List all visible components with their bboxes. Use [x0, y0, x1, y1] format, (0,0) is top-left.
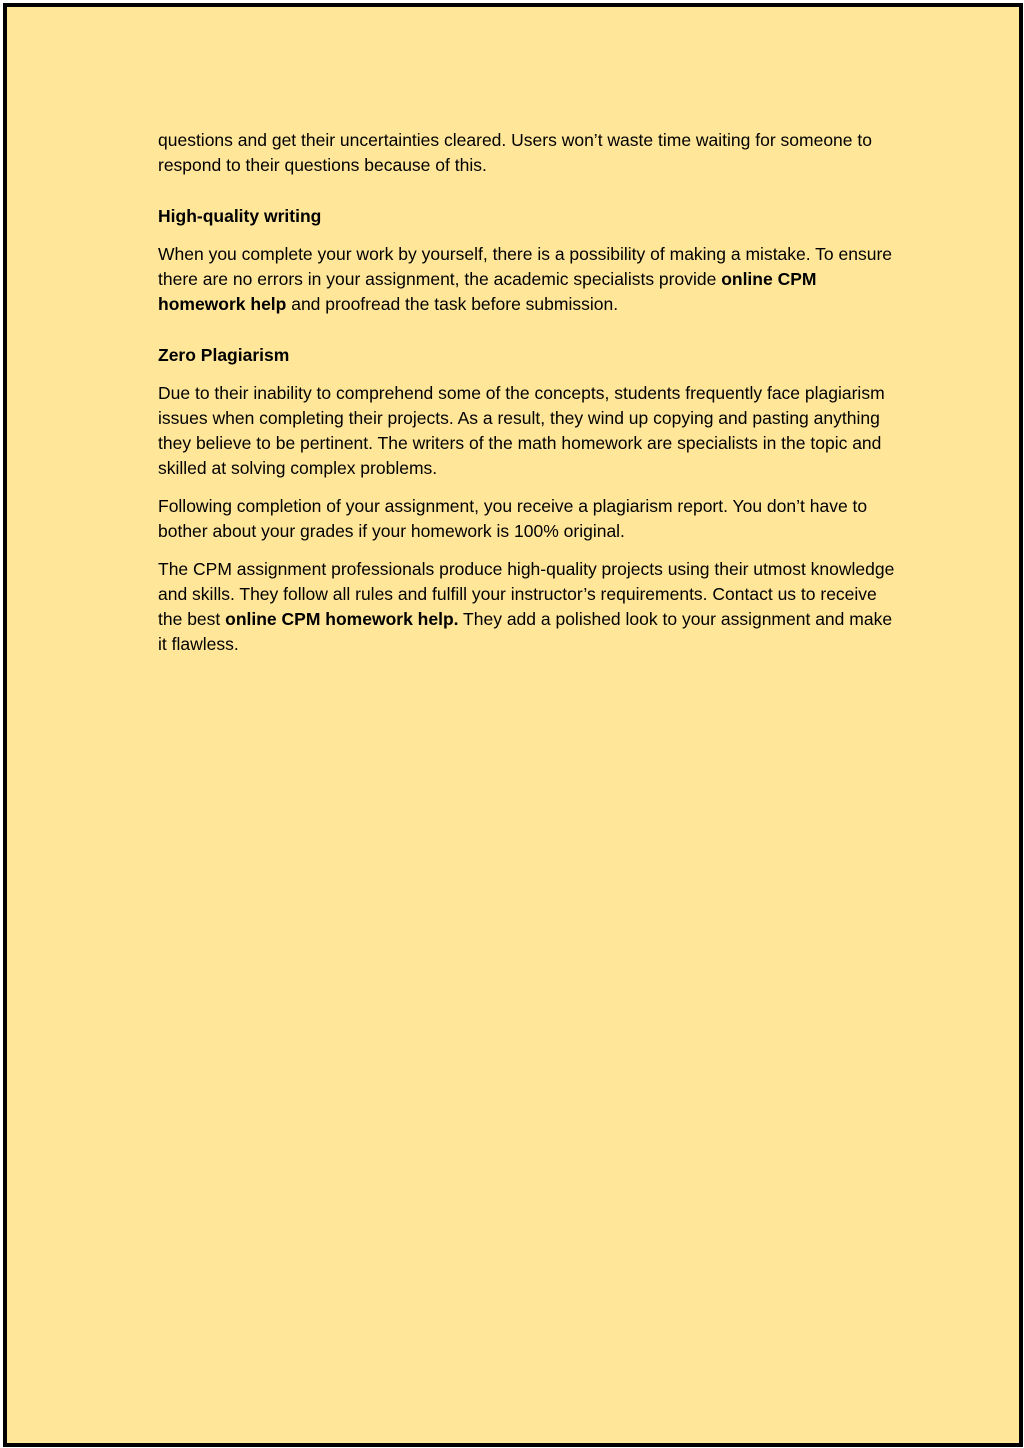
bold-phrase: online CPM homework help. [225, 609, 459, 629]
paragraph-text: and proofread the task before submission. [286, 294, 619, 314]
bold-phrase: online CPM homework help [158, 269, 817, 314]
document-page [3, 3, 1023, 1447]
document-body [158, 128, 898, 670]
section-heading-zero-plagiarism: Zero Plagiarism [158, 345, 290, 365]
paragraph-text: They add a polished look to your assignment and make it flawless. [158, 609, 893, 654]
zero-plagiarism-paragraph-1: Due to their inability to comprehend some of the concepts, students frequently face plagiarism issues when completing their projects. As a result, they wind up copying and pasting anything they believe to be pertinent. The writers of the math homework are specialists in the topic and skilled at solving complex problems. [158, 383, 885, 478]
high-quality-writing-paragraph [158, 242, 898, 317]
paragraph-text: When you complete your work by yourself, there is a possibility of making a mistake. To ensure there are no errors in your assignment, the academic specialists provide [158, 244, 893, 289]
paragraph-text: The CPM assignment professionals produce high-quality projects using their utmost knowledge and skills. They follow all rules and fulfill your instructor’s requirements. Contact us to receive the best [158, 559, 895, 629]
intro-paragraph: questions and get their uncertainties cleared. Users won’t waste time waiting for someone to respond to their questions because of this. [158, 130, 872, 175]
section-heading-high-quality-writing: High-quality writing [158, 206, 322, 226]
zero-plagiarism-paragraph-2: Following completion of your assignment, you receive a plagiarism report. You don’t have to bother about your grades if your homework is 100% original. [158, 496, 868, 541]
zero-plagiarism-paragraph-3 [158, 557, 898, 657]
